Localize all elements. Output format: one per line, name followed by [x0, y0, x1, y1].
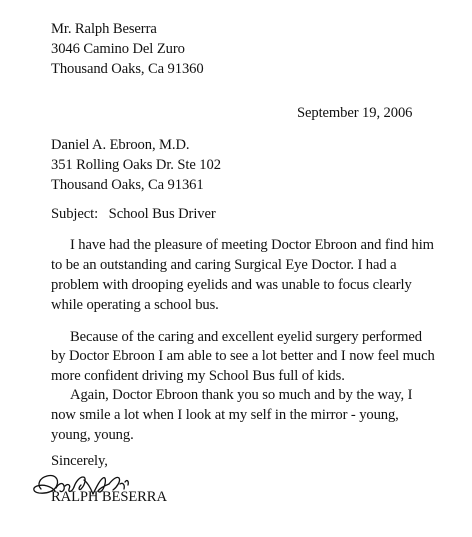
body-paragraph-2-line-1: Because of the caring and excellent eyelid surgery performed [70, 329, 422, 345]
sender-city: Thousand Oaks, Ca 91360 [51, 61, 204, 77]
body-paragraph-1-line-2: to be an outstanding and caring Surgical Eye Doctor. I had a [51, 257, 397, 273]
body-paragraph-3-line-3: young, young. [51, 427, 134, 443]
sender-street: 3046 Camino Del Zuro [51, 41, 185, 57]
body-paragraph-3-line-2: now smile a lot when I look at my self in the mirror - young, [51, 407, 399, 423]
recipient-name: Daniel A. Ebroon, M.D. [51, 137, 190, 153]
recipient-city: Thousand Oaks, Ca 91361 [51, 177, 204, 193]
body-paragraph-1-line-4: while operating a school bus. [51, 297, 219, 313]
body-paragraph-1-line-3: problem with drooping eyelids and was unable to focus clearly [51, 277, 412, 293]
closing-salutation: Sincerely, [51, 453, 108, 469]
body-paragraph-2-line-3: more confident driving my School Bus full of kids. [51, 368, 345, 384]
body-paragraph-3-line-1: Again, Doctor Ebroon thank you so much and by the way, I [70, 387, 413, 403]
body-paragraph-2-line-2: by Doctor Ebroon I am able to see a lot better and I now feel much [51, 348, 435, 364]
sender-name: Mr. Ralph Beserra [51, 21, 157, 37]
subject-line: Subject: School Bus Driver [51, 206, 216, 222]
signer-name: RALPH BESERRA [51, 489, 167, 505]
letter-date: September 19, 2006 [297, 105, 413, 121]
body-paragraph-1-line-1: I have had the pleasure of meeting Doctor Ebroon and find him [70, 237, 434, 253]
recipient-street: 351 Rolling Oaks Dr. Ste 102 [51, 157, 221, 173]
